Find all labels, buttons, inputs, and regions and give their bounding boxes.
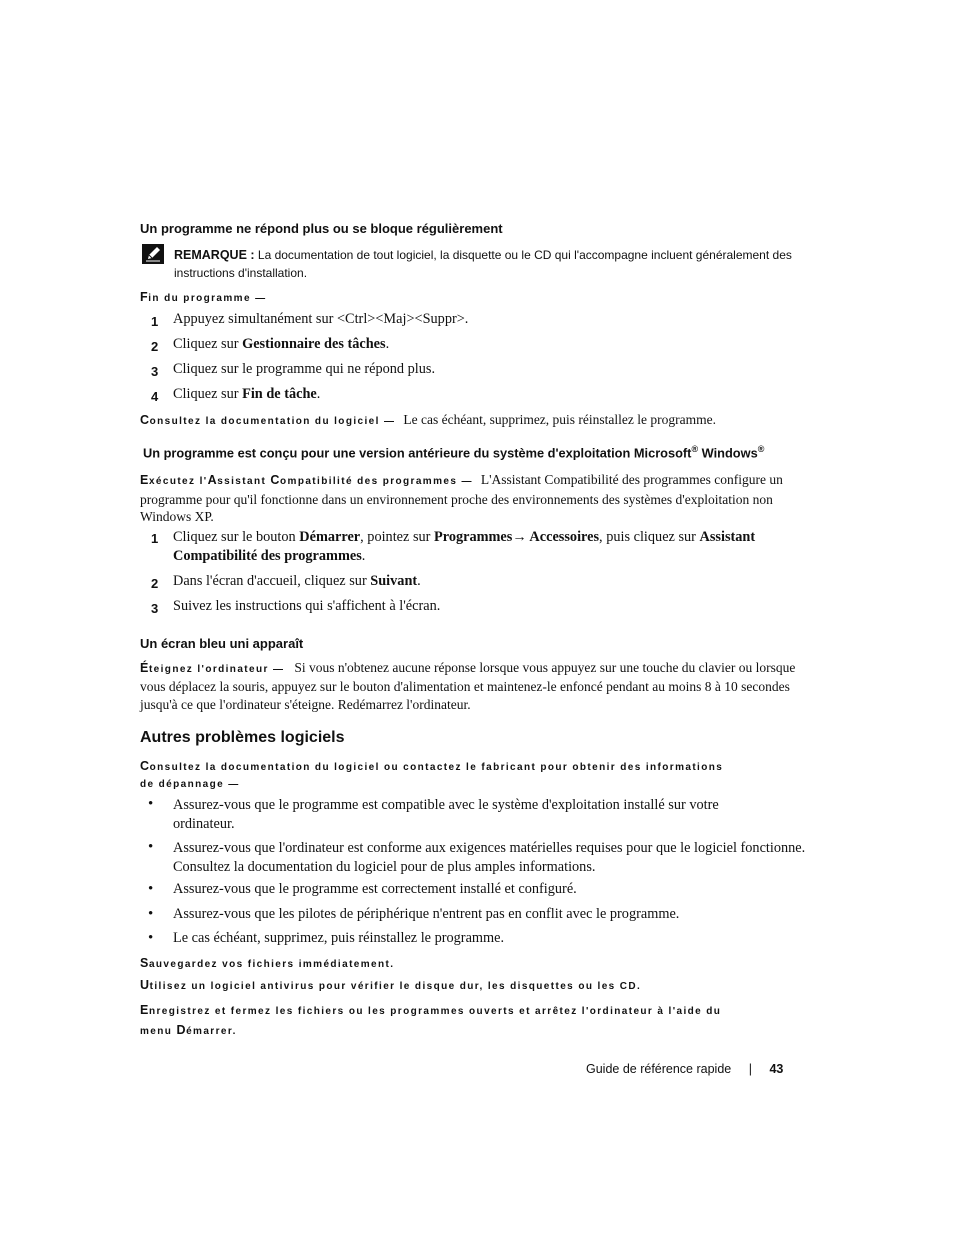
bullet-icon: • — [148, 796, 154, 812]
start-term: Démarrer — [299, 529, 361, 545]
bullet-icon: • — [148, 906, 154, 922]
step-number: 1 — [151, 531, 159, 546]
subheading-consult-manufacturer — [140, 758, 815, 793]
bullet-icon: • — [148, 930, 154, 946]
next-term: Suivant — [370, 573, 418, 589]
shutdown-text: Si vous n'obtenez aucune réponse lorsque vous appuyez sur une touche du clavier ou lorsque vous déplacez la souris, appuyez sur le bouton d'alimentation et maintenez-le enfoncé pendant au moins 8 à 10 secondes jusqu'à ce que l'ordinateur s'éteigne. Redémarrez l'ordinateur. — [140, 660, 796, 712]
subheading-line: Consultez la documentation du logiciel ou contactez le fabricant pour obtenir des informations — [140, 759, 724, 773]
step-number: 3 — [151, 364, 159, 379]
bullet-icon: • — [148, 881, 154, 897]
note-text: La documentation de tout logiciel, la disquette ou le CD qui l'accompagne incluent généralement des instructions d'installation. — [174, 248, 792, 280]
compat-wizard-term: Assistant Compatibilité des programmes — [173, 529, 756, 564]
step-number: 4 — [151, 389, 159, 404]
step-item — [140, 386, 815, 406]
bullet-text: Assurez-vous que les pilotes de périphérique n'entrent pas en conflit avec le programme. — [173, 906, 680, 922]
compat-paragraph: Exécutez l'Assistant Compatibilité des programmes — L'Assistant Compatibilité des programmes configure un programme pour qu'il fonctionne dans un environnement proche des environnements des systèmes d'exploitation non Windows XP. — [140, 472, 783, 524]
subheading-cap: F — [140, 290, 149, 304]
subheading-backup: Sauvegardez vos fichiers immédiatement. — [140, 956, 395, 970]
subheading-save-close — [140, 1001, 815, 1041]
step-text: Dans l'écran d'accueil, cliquez sur Suivant. — [173, 573, 421, 589]
step-item — [140, 361, 815, 381]
subheading-rest: in du programme — — [148, 293, 267, 304]
bullet-text: Assurez-vous que le programme est correctement installé et configuré. — [173, 881, 577, 897]
footer-guide-title: Guide de référence rapide — [586, 1062, 732, 1076]
bullet-icon: • — [148, 839, 154, 855]
shutdown-paragraph — [140, 659, 815, 713]
step-number: 1 — [151, 314, 159, 329]
bullet-text: Assurez-vous que l'ordinateur est conforme aux exigences matérielles requises pour que le logiciel fonctionne. Consultez la documentation du logiciel pour de plus amples informations. — [173, 840, 806, 875]
task-manager-term: Gestionnaire des tâches — [242, 336, 386, 352]
bullet-item — [140, 796, 815, 834]
compat-text: L'Assistant Compatibilité des programmes configure un programme pour qu'il fonctionne dans un environnement proche des environnements des systèmes d'exploitation non Windows XP. — [140, 472, 783, 524]
step-text: Cliquez sur le programme qui ne répond plus. — [173, 361, 436, 377]
consult-doc-text: Le cas échéant, supprimez, puis réinstallez le programme. — [403, 412, 716, 427]
arrow-icon: → — [512, 529, 527, 545]
footer — [586, 1062, 783, 1076]
footer-separator: | — [748, 1062, 752, 1076]
step-text: Cliquez sur Gestionnaire des tâches. — [173, 336, 390, 352]
note-block — [174, 246, 814, 282]
step-text: Appuyez simultanément sur <Ctrl><Maj><Suppr>. — [173, 311, 469, 327]
step-item — [140, 311, 815, 331]
page-number: 43 — [769, 1062, 784, 1076]
bullet-item — [140, 881, 815, 901]
registered-mark: ® — [691, 444, 699, 454]
note-pencil-icon — [142, 244, 164, 264]
step-item — [140, 573, 815, 593]
note-label: REMARQUE : — [174, 248, 255, 262]
subheading-end-program — [140, 290, 267, 304]
step-text: Cliquez sur Fin de tâche. — [173, 386, 321, 402]
section-heading-compat — [143, 444, 764, 460]
step-text: Suivez les instructions qui s'affichent à l'écran. — [173, 598, 441, 614]
end-task-term: Fin de tâche — [242, 386, 317, 402]
programs-term: Programmes — [434, 529, 513, 545]
bullet-item — [140, 930, 815, 950]
section-heading-blue-screen: Un écran bleu uni apparaît — [140, 636, 304, 651]
bullet-text: Assurez-vous que le programme est compatible avec le système d'exploitation installé sur votre ordinateur. — [173, 797, 719, 832]
heading-windows: Windows — [701, 445, 758, 461]
step-text: Cliquez sur le bouton Démarrer, pointez sur Programmes→ Accessoires, puis cliquez sur Assistant Compatibilité des programmes. — [173, 529, 756, 564]
step-number: 2 — [151, 576, 159, 591]
section-heading-unresponsive: Un programme ne répond plus ou se bloque régulièrement — [140, 221, 503, 236]
subheading-rest: onsultez la documentation du logiciel — — [149, 416, 396, 427]
step-item — [140, 528, 815, 568]
subheading-cap: É — [140, 661, 149, 675]
step-item — [140, 336, 815, 356]
step-number: 3 — [151, 601, 159, 616]
step-number: 2 — [151, 339, 159, 354]
bullet-text: Le cas échéant, supprimez, puis réinstallez le programme. — [173, 930, 505, 946]
consult-doc-paragraph — [140, 411, 815, 430]
bullet-item — [140, 906, 815, 926]
subheading-rest: teignez l'ordinateur — — [148, 664, 285, 675]
registered-mark: ® — [757, 444, 765, 454]
bullet-item — [140, 839, 815, 877]
section-heading-other: Autres problèmes logiciels — [140, 729, 345, 746]
subheading-line: de dépannage — — [140, 779, 240, 790]
subheading-antivirus: Utilisez un logiciel antivirus pour vérifier le disque dur, les disquettes ou les CD. — [140, 978, 642, 992]
subheading-cap: C — [140, 413, 150, 427]
document-page — [140, 0, 815, 1235]
heading-compat-text: Un programme est conçu pour une version antérieure du système d'exploitation Microsoft — [143, 445, 692, 461]
accessories-term: Accessoires — [526, 529, 600, 545]
step-item — [140, 598, 815, 618]
subheading-line: Enregistrez et fermez les fichiers ou les programmes ouverts et arrêtez l'ordinateur à l'aide du — [140, 1003, 722, 1017]
subheading-line: menu Démarrer. — [140, 1023, 237, 1037]
